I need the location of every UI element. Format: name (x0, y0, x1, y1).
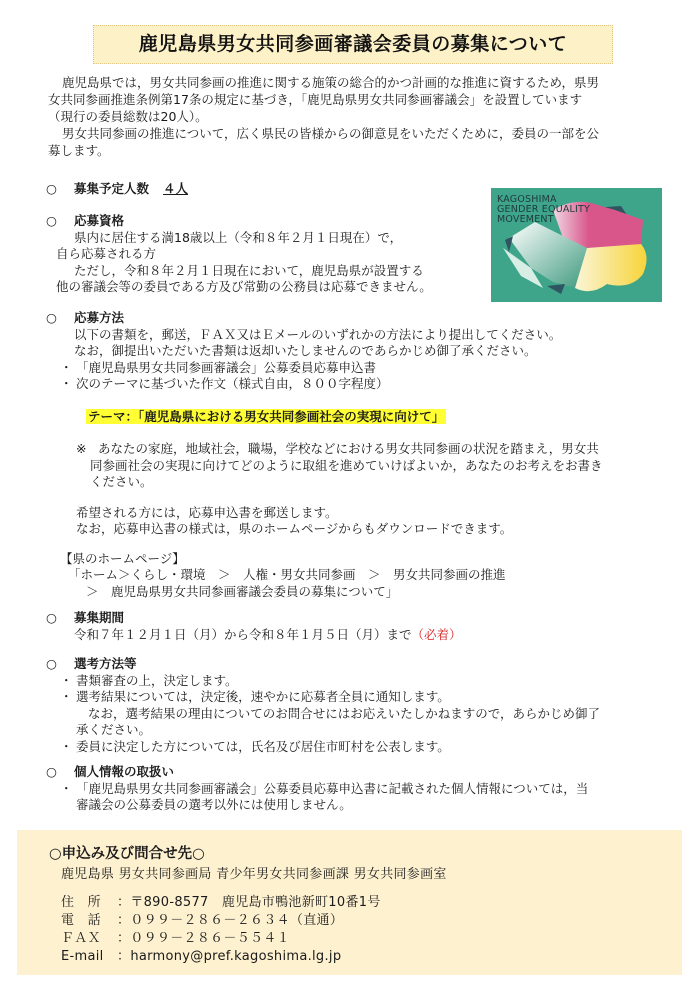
fax-value: ０９９－２８６－５５４１ (130, 931, 290, 946)
circle-marker-icon: ○ (46, 763, 57, 779)
circle-marker-icon: ○ (46, 180, 57, 196)
section-heading (46, 763, 666, 780)
reference-mark-icon: ※ (76, 441, 87, 456)
colon: ： (117, 931, 131, 946)
section-period (46, 609, 666, 642)
circle-marker-icon: ○ (46, 309, 57, 325)
logo-text-line: GENDER EQUALITY (497, 204, 591, 215)
note-line: 同参画社会の実現に向けてどのように取組を進めていけばよいか，あなたのお考えをお書き (90, 457, 603, 473)
contact-title: ○申込み及び問合せ先○ (49, 846, 205, 862)
section-heading-text: 応募資格 (74, 212, 125, 228)
fax-label: ＦＡＸ (61, 931, 101, 946)
contact-department: 鹿児島県 男女共同参画局 青少年男女共同参画課 男女共同参画室 (61, 867, 447, 882)
method-line: なお，御提出いただいた書類は返却いたしませんのであらかじめ御了承ください。 (74, 343, 537, 358)
method-line: 以下の書類を，郵送，ＦＡＸ又はＥメールのいずれかの方法により提出してください。 (74, 326, 562, 342)
privacy-bullet: ・ 「鹿児島県男女共同参画審議会」公募委員応募申込書に記載された個人情報については，当 (46, 780, 666, 797)
address-label: 住 所 (61, 895, 101, 910)
eligibility-line: 県内に居住する満18歳以上（令和８年２月１日現在）で， (74, 229, 403, 245)
note-block (46, 440, 666, 490)
colon: ： (117, 949, 131, 964)
selection-line: なお，選考結果の理由についてのお問合せにはお応えいたしかねますので，あらかじめ御了 (88, 705, 601, 721)
note-line: ※ あなたの家庭，地域社会，職場，学校などにおける男女共同参画の状況を踏まえ，男女共 (76, 441, 599, 456)
theme-highlight: テーマ：「鹿児島県における男女共同参画社会の実現に向けて」 (88, 408, 445, 424)
eligibility-line: ただし，令和８年２月１日現在において，鹿児島県が設置する (74, 262, 424, 278)
section-privacy (46, 763, 666, 813)
logo-text-line: MOVEMENT (497, 214, 554, 225)
homepage-label: 【県のホームページ】 (60, 550, 185, 566)
note-line: ください。 (90, 474, 153, 489)
homepage-info (46, 550, 666, 600)
recruit-count-value: ４人 (163, 180, 189, 196)
theme-line (46, 408, 666, 425)
selection-bullet: ・ 書類審査の上，決定します。 (46, 672, 666, 689)
email-label: E-mail (61, 949, 104, 964)
mail-line: なお，応募申込書の様式は，県のホームページからもダウンロードできます。 (76, 521, 513, 536)
intro-line: （現行の委員総数は20人）。 (48, 109, 208, 124)
intro-line: 鹿児島県では，男女共同参画の推進に関する施策の総合的かつ計画的な推進に資するため，県男 (62, 75, 600, 90)
bullet-icon: ・ (60, 780, 73, 796)
contact-fax-row (61, 930, 290, 947)
required-arrival-note: （必着） (411, 626, 462, 642)
bullet-icon: ・ (60, 672, 73, 688)
address-value: 〒890-8577 鹿児島市鴨池新町10番1号 (130, 895, 381, 910)
bullet-icon: ・ (60, 376, 73, 391)
section-heading-text: 個人情報の取扱い (74, 763, 175, 779)
bullet-icon: ・ (60, 689, 73, 704)
section-heading-text: 応募方法 (74, 309, 125, 325)
homepage-path-link[interactable]: 「ホーム＞くらし・環境 ＞ 人権・男女共同参画 ＞ 男女共同参画の推進 (68, 567, 506, 582)
page-title: 鹿児島県男女共同参画審議会委員の募集について (138, 33, 568, 55)
intro-paragraph (48, 74, 663, 159)
intro-line: 女共同参画推進条例第17条の規定に基づき，「鹿児島県男女共同参画審議会」を設置しています (48, 92, 583, 107)
period-line (46, 626, 666, 643)
section-selection (46, 655, 666, 754)
section-heading-text: 募集期間 (74, 609, 125, 625)
section-heading-text: 選考方法等 (74, 655, 137, 671)
logo-text-line: KAGOSHIMA (497, 194, 557, 205)
contact-box (17, 830, 682, 975)
email-link[interactable]: harmony@pref.kagoshima.lg.jp (130, 949, 342, 964)
logo-text (497, 195, 590, 225)
contact-email-row (61, 948, 341, 965)
selection-line: 承ください。 (76, 722, 152, 737)
mail-line: 希望される方には，応募申込書を郵送します。 (76, 504, 338, 520)
page-title-box (93, 25, 613, 64)
intro-line: 男女共同参画の推進について，広く県民の皆様からの御意見をいただくために，委員の一部を公 (62, 126, 600, 141)
circle-marker-icon: ○ (46, 212, 57, 228)
selection-bullet: ・ 選考結果については，決定後，速やかに応募者全員に通知します。 (46, 688, 666, 705)
period-dates: 令和７年１２月１日（月）から令和８年１月５日（月）まで (74, 626, 412, 642)
circle-marker-icon: ○ (46, 609, 57, 625)
section-application-method (46, 309, 666, 599)
intro-line: 募します。 (48, 143, 110, 158)
section-heading-text: 募集予定人数 (74, 180, 150, 196)
eligibility-line: 他の審議会等の委員である方及び常勤の公務員は応募できません。 (56, 279, 432, 294)
circle-marker-icon: ○ (46, 655, 57, 671)
phone-value: ０９９－２８６－２６３４（直通） (130, 913, 344, 928)
contact-address-row (61, 894, 381, 911)
colon: ： (117, 895, 131, 910)
method-bullet: ・ 「鹿児島県男女共同参画審議会」公募委員応募申込書 (46, 359, 666, 376)
contact-phone-row (61, 912, 343, 929)
section-heading (46, 609, 666, 626)
bullet-icon: ・ (60, 738, 73, 754)
privacy-line: 審議会の公募委員の選考以外には使用しません。 (76, 797, 352, 812)
mail-info (46, 504, 666, 537)
method-bullet: ・ 次のテーマに基づいた作文（様式自由，８００字程度） (46, 375, 666, 392)
colon: ： (117, 913, 131, 928)
section-heading (46, 309, 666, 326)
phone-label: 電 話 (61, 913, 101, 928)
gender-equality-logo (491, 188, 662, 302)
section-heading (46, 655, 666, 672)
homepage-path-link[interactable]: ＞ 鹿児島県男女共同参画審議会委員の募集について」 (86, 583, 399, 599)
bullet-icon: ・ (60, 359, 73, 375)
eligibility-line: 自ら応募される方 (56, 246, 157, 261)
selection-bullet: ・ 委員に決定した方については，氏名及び居住市町村を公表します。 (46, 738, 666, 755)
